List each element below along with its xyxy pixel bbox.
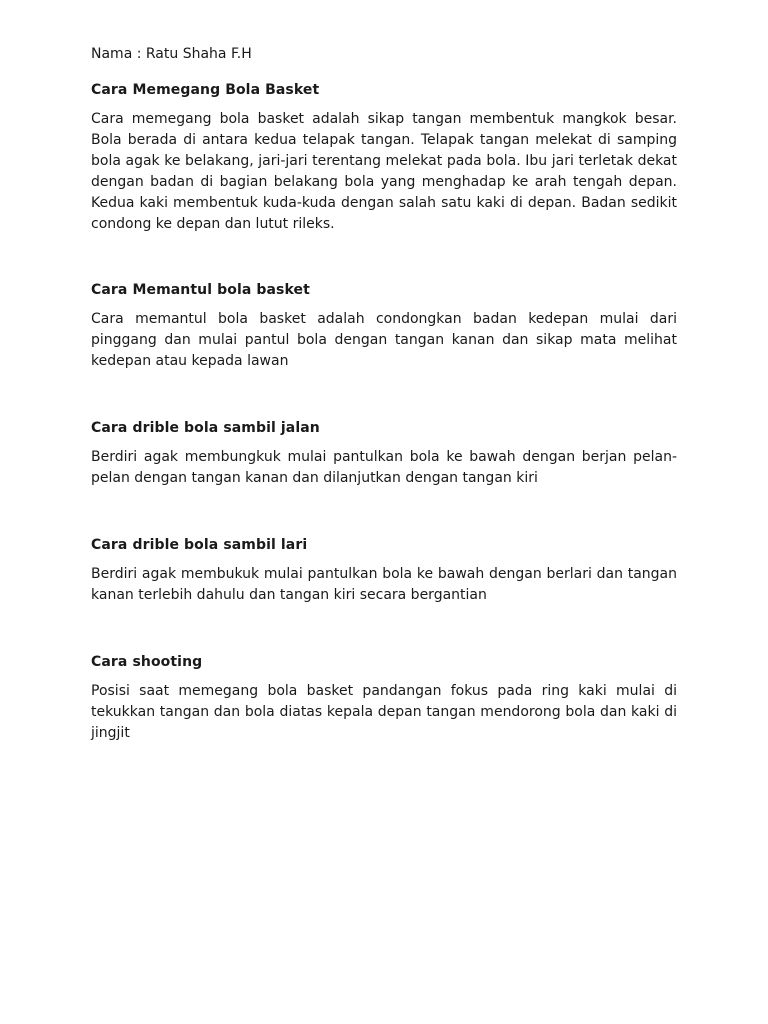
section-body: Posisi saat memegang bola basket pandangan fokus pada ring kaki mulai di tekukkan tangan dan bola diatas kepala depan tangan mendorong bola dan kaki di jingjit (91, 683, 677, 741)
section-shooting (91, 652, 677, 744)
section-body: Cara memegang bola basket adalah sikap tangan membentuk mangkok besar. Bola berada di antara kedua telapak tangan. Telapak tangan melekat di samping bola agak ke belakang, jari-jari terentang melekat pada bola. Ibu jari terletak dekat dengan badan di bagian belakang bola yang menghadap ke arah tengah depan. Kedua kaki membentuk kuda-kuda dengan salah satu kaki di depan. Badan sedikit condong ke depan dan lutut rileks. (91, 111, 677, 232)
document-content (91, 44, 677, 744)
section-heading: Cara drible bola sambil jalan (91, 420, 320, 436)
section-heading: Cara Memegang Bola Basket (91, 82, 320, 98)
section-body: Berdiri agak membungkuk mulai pantulkan bola ke bawah dengan berjan pelan-pelan dengan tangan kanan dan dilanjutkan dengan tangan kiri (91, 449, 677, 486)
section-body: Cara memantul bola basket adalah condongkan badan kedepan mulai dari pinggang dan mulai pantul bola dengan tangan kanan dan sikap mata melihat kedepan atau kepada lawan (91, 311, 677, 369)
section-heading: Cara Memantul bola basket (91, 282, 310, 298)
section-memantul (91, 280, 677, 372)
section-drible-lari (91, 535, 677, 606)
section-drible-jalan (91, 418, 677, 489)
section-heading: Cara drible bola sambil lari (91, 537, 308, 553)
section-body: Berdiri agak membukuk mulai pantulkan bola ke bawah dengan berlari dan tangan kanan terlebih dahulu dan tangan kiri secara bergantian (91, 566, 677, 603)
section-memegang (91, 80, 677, 235)
author-name: Nama : Ratu Shaha F.H (91, 46, 252, 62)
section-heading: Cara shooting (91, 654, 203, 670)
